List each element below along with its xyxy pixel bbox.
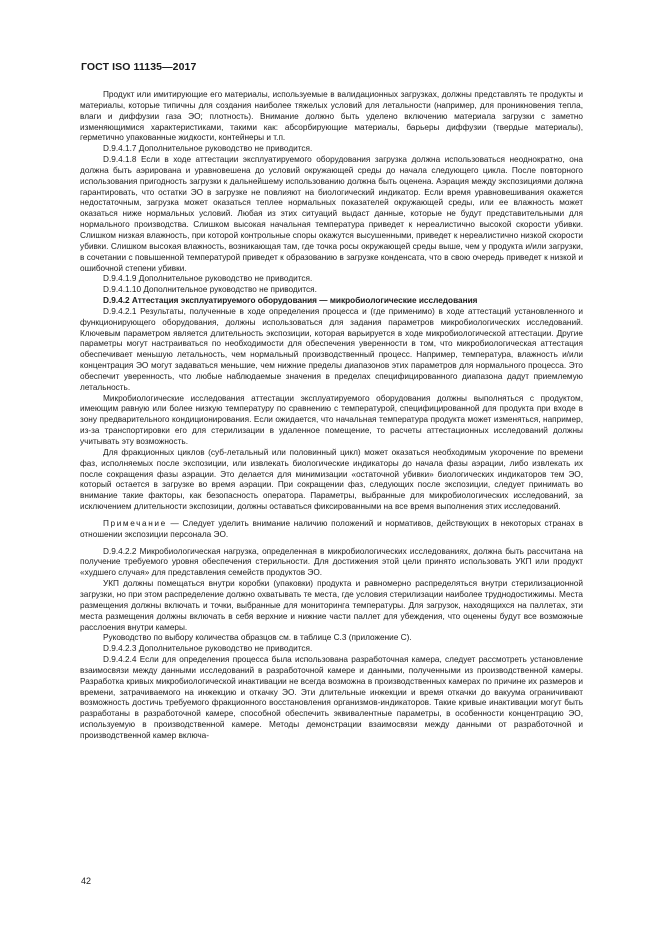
subheading-d-9-4-2: D.9.4.2 Аттестация эксплуатируемого оборудования — микробиологические исследования	[103, 296, 478, 306]
paragraph-ukp-placement: УКП должны помещаться внутри коробки (упаковки) продукта и равномерно распределяться внутри стерилизационной загрузки, но при этом распределение должно охватывать те места, где условия стерилизации наиболее труднодостижимы. Места размещения должны включать и точки, выбранные для мониторинга температуры. Для загрузок, находящихся на паллетах, эти места размещения должны включать в себя верхние и нижние части паллет для убеждения, что оценены будут все возможные расслоения внутри камеры.	[80, 579, 583, 632]
paragraph-sample-guidance: Руководство по выбору количества образцов см. в таблице С.3 (приложение С).	[103, 633, 412, 643]
paragraph-d-9-4-2-4: D.9.4.2.4 Если для определения процесса была использована разработочная камера, следует рассмотреть установление взаимосвязи между данными исследований в разработочной камере и данными, полученными из производственной камеры. Разработка кривых микробиологической инактивации не всегда возможна в производственных камерах по причине их размеров и времени, затрачиваемого на инжекцию и откачку ЭО. Эти длительные инжекции и время откачки до вакуума ограничивают возможность достичь требуемого фракционного восстановления организмов-индикаторов. Такие кривые инактивации могут быть разработаны в разработочной камере, способной обеспечить эквивалентные параметры, в особенности концентрацию ЭО, используемую в производственной камере. Методы демонстрации взаимосвязи между данными от разработочной и производственной камер включа-	[80, 655, 583, 740]
page-number: 42	[81, 876, 92, 886]
paragraph-d-9-4-1-7: D.9.4.1.7 Дополнительное руководство не приводится.	[103, 144, 313, 154]
paragraph-d-9-4-1-8: D.9.4.1.8 Если в ходе аттестации эксплуатируемого оборудования загрузка должна использоваться неоднократно, она должна быть аэрирована и уравновешена до условий окружающей среды до начала следующего цикла. После повторного использования пригодность загрузки к дальнейшему использованию должна быть оценена. Аэрация между экспозициями должна гарантировать, что остатки ЭО в загрузке не повлияют на биологический индикатор. Если время уравновешивания окажется недостаточным, загрузка может оказаться теплее нормальных показателей окружающей среды, или ее влажность может оказаться ниже нормальных условий. Любая из этих ситуаций выдаст данные, которые не будут представительными для нормального производства. Слишком высокая начальная температура приведет к нереалистично высокой скорости убивки. Слишком низкая влажность, при которой контрольные споры окажутся высушенными, приведет к нереалистично низкой скорости убивки. Слишком высокая влажность, возникающая там, где точка росы окружающей среды выше, чем у продукта и/или загрузки, в сочетании с повышенной температурой приведет к образованию в загрузке конденсата, что в свою очередь приведет к низкой и ошибочной степени убивки.	[80, 155, 583, 273]
paragraph-fractional-cycles: Для фракционных циклов (суб-летальный или половинный цикл) может оказаться необходимым укорочение по времени фаз, исполняемых после экспозиции, или извлекать биологические индикаторы до начала фазы аэрации, либо извлекать их после сокращения фазы аэрации. Это делается для минимизации «остаточной убивки» биологических индикаторов тем ЭО, который остается в загрузке во время аэрации. При сокращении фаз, следующих после экспозиции, следует принимать во внимание такие факторы, как безопасность оператора. Параметры, выбранные для микробиологических исследований, за исключением длительности экспозиции, должны оставаться фиксированными на все время выполнения этих исследований.	[80, 447, 583, 512]
paragraph-d-9-4-2-1: D.9.4.2.1 Результаты, полученные в ходе определения процесса и (где применимо) в ходе аттестаций установленного и функционирующего оборудования, должны использоваться для задания параметров микробиологических исследований. Ключевым параметром является длительность экспозиции, которая варьируется в ходе микробиологической аттестации. Другие параметры могут настраиваться по необходимости для обеспечения уверенности в том, что микробиологическая аттестация обеспечивает меньшую летальность, чем нормальный производственный процесс. Например, температура, влажность и/или концентрация ЭО могут задаваться меньшие, чем нижние пределы диапазонов этих параметров для нормального процесса. Это обеспечит уверенность, что любые наблюдаемые значения в пределах специфицированного диапазона дадут приемлемую летальность.	[80, 306, 583, 392]
paragraph-d-9-4-1-9: D.9.4.1.9 Дополнительное руководство не приводится.	[103, 274, 313, 284]
paragraph-d-9-4-2-3: D.9.4.2.3 Дополнительное руководство не приводится.	[103, 644, 313, 654]
document-body	[80, 90, 583, 742]
document-header: ГОСТ ISO 11135—2017	[81, 61, 197, 73]
paragraph-d-9-4-2-2: D.9.4.2.2 Микробиологическая нагрузка, определенная в микробиологических исследованиях, должна быть рассчитана на получение требуемого уровня обеспечения стерильности. Для достижения этой цели принято использовать УКП или продукт «худшего случая» для представления семейств продуктов ЭО.	[80, 546, 583, 578]
paragraph-d-9-4-1-10: D.9.4.1.10 Дополнительное руководство не приводится.	[103, 285, 317, 295]
paragraph-product-temperature: Микробиологические исследования аттестации эксплуатируемого оборудования должны выполняться с продуктом, имеющим равную или более низкую температуру по сравнению с температурой, специфицированной для продукта при входе в зону предварительного кондиционирования. Если ожидается, что начальная температура продукта может изменяться, например, из-за транспортировки его для стерилизации в удаленное помещение, то расчеты аттестационных исследований должны учитывать эту возможность.	[80, 393, 583, 446]
paragraph-intro: Продукт или имитирующие его материалы, используемые в валидационных загрузках, должны представлять те продукты и материалы, которые типичны для создания наиболее тяжелых условий для летальности (например, для проникновения тепла, влаги и диффузии газа ЭО; плотность). Внимание должно быть уделено включению материала загрузки с заметно изменяющимися характеристиками, такими как: абсорбирующие материалы, барьеры диффузии (твердые материалы), герметично упакованные жидкости, контейнеры и т.п.	[80, 90, 583, 143]
note-label: Примечание	[103, 518, 167, 528]
note-text: — Следует уделить внимание наличию положений и нормативов, действующих в некоторых странах в отношении экспозиции персонала ЭО.	[80, 518, 584, 539]
note-paragraph	[80, 519, 583, 541]
